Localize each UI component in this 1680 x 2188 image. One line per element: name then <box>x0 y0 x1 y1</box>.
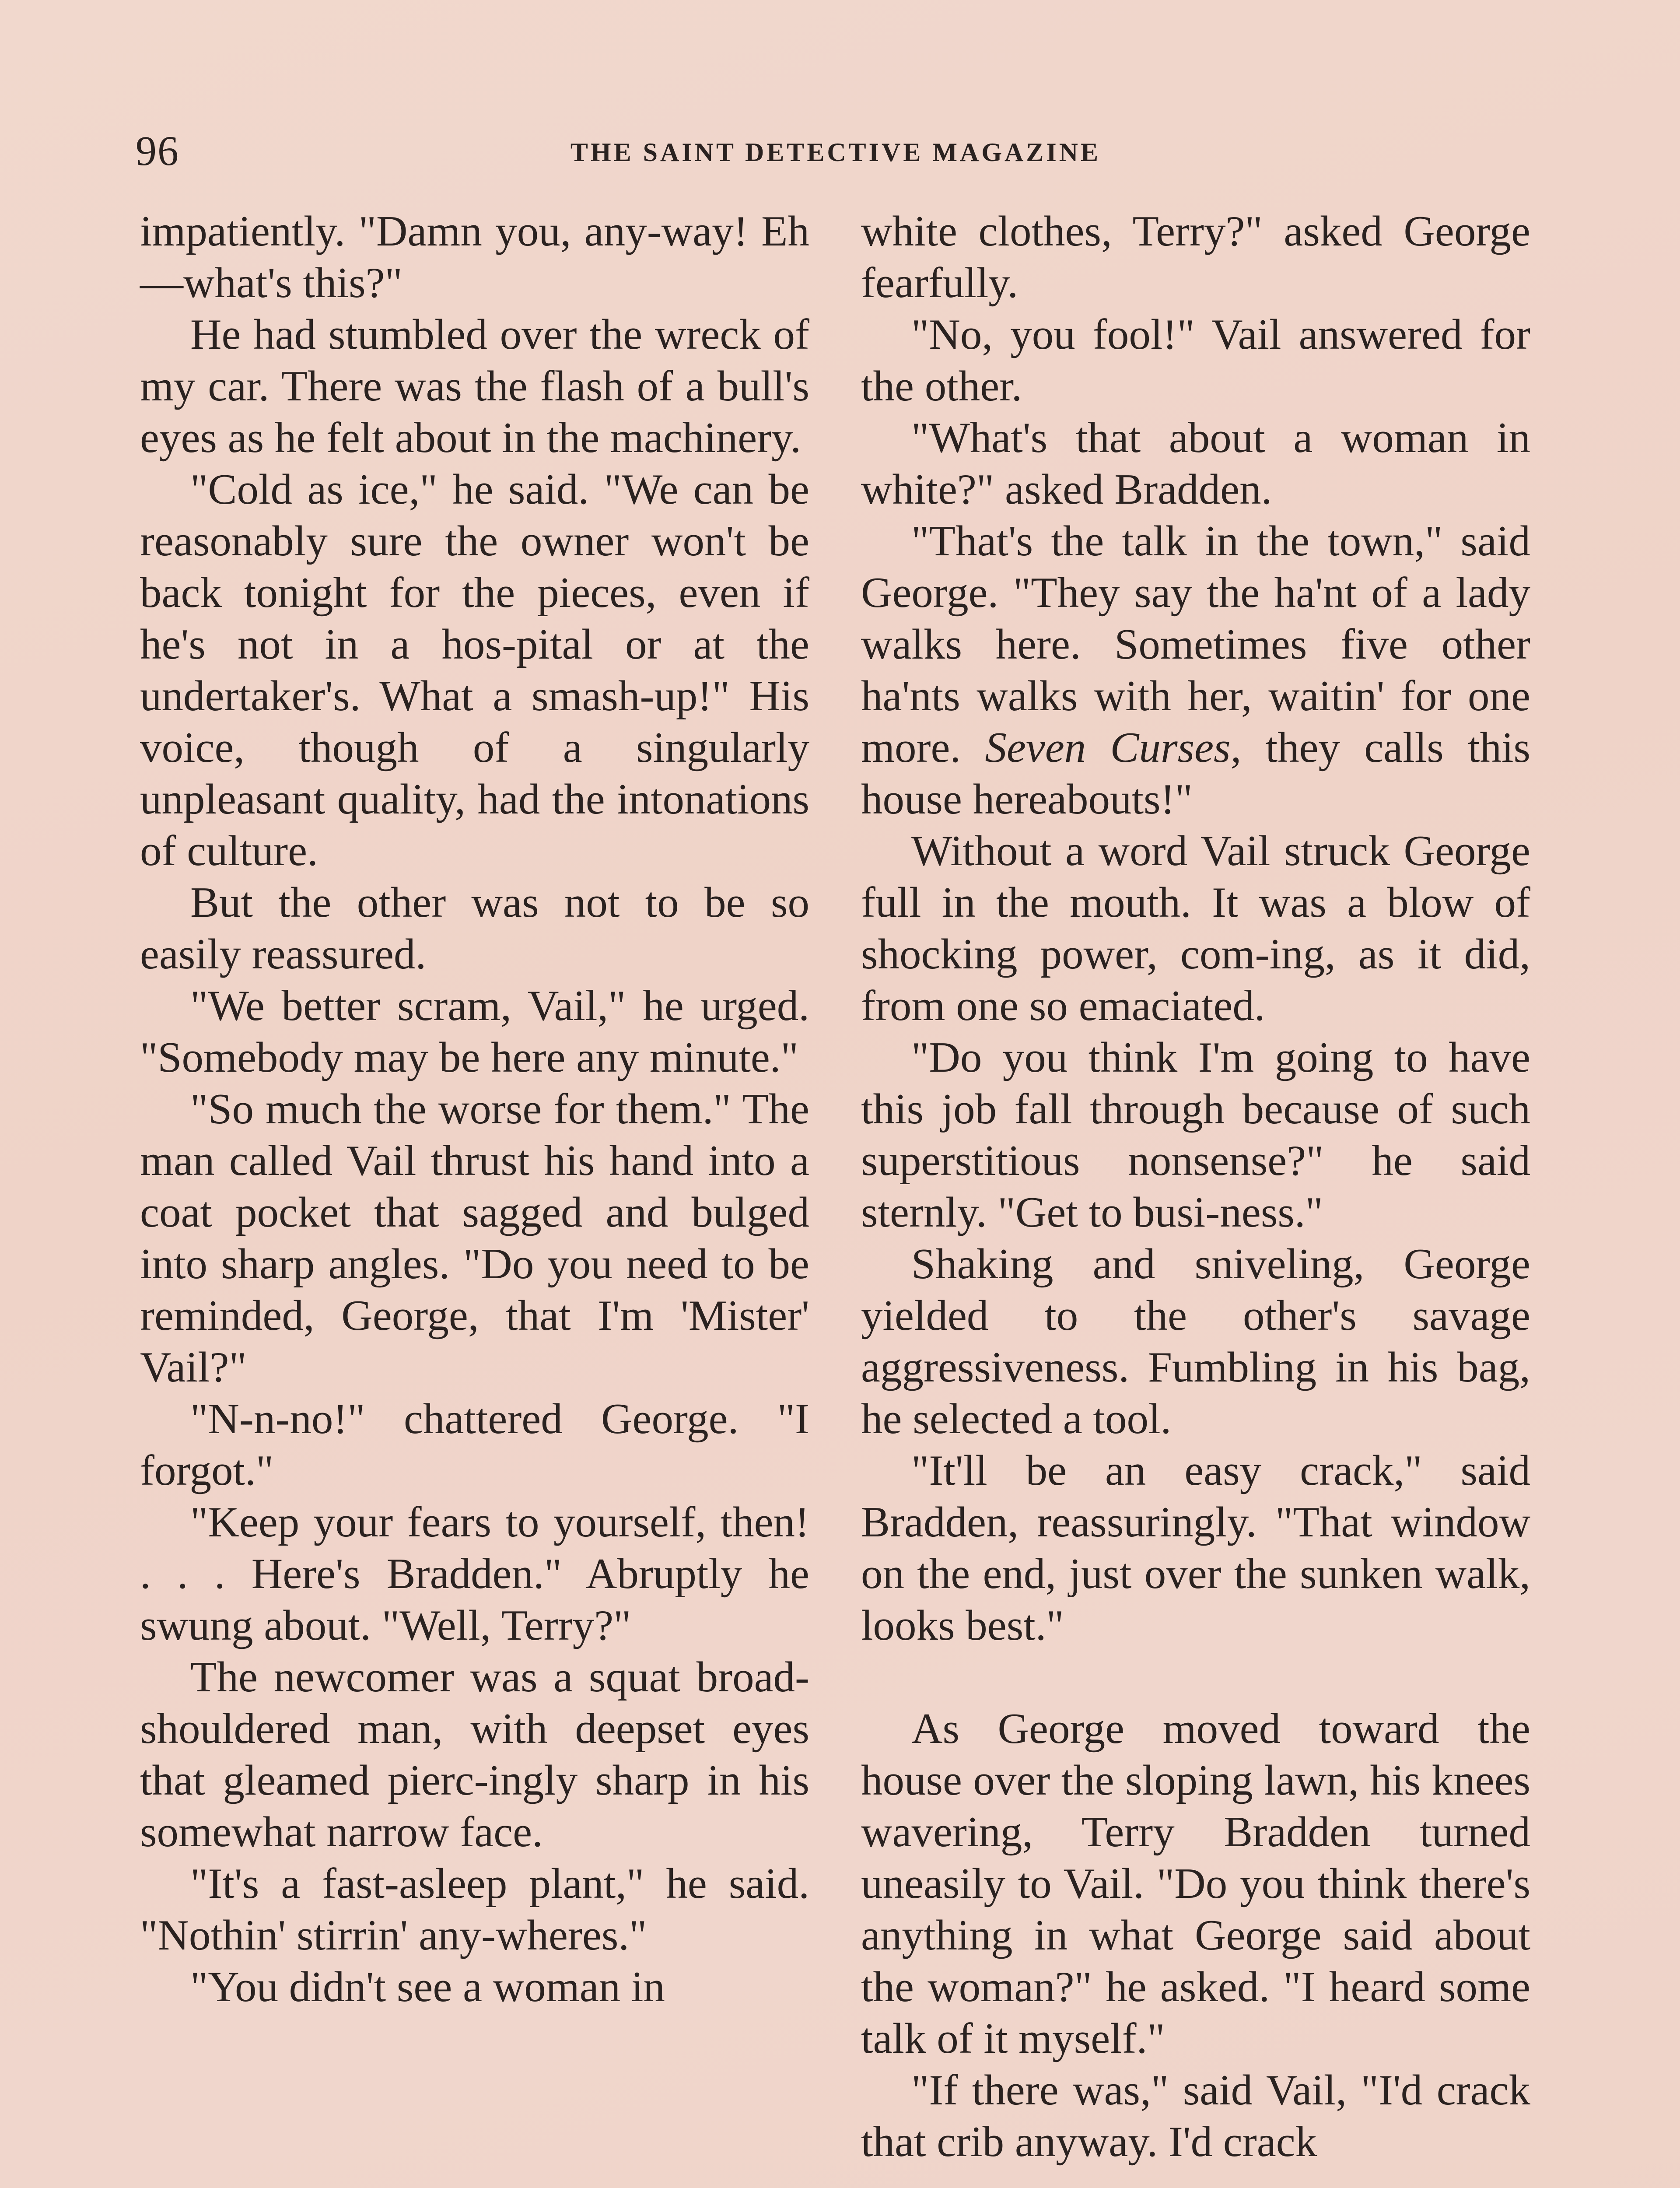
paragraph-text: "That's the talk in the town," said George. "They say the ha'nt of a lady walks here. Sometimes five other ha'nts walks with her, waitin' for one more. <box>861 517 1530 771</box>
italic-title: Seven Curses, <box>985 724 1242 771</box>
right-column <box>861 206 1530 2168</box>
paragraph: "N-n-no!" chattered George. "I forgot." <box>140 1395 809 1494</box>
paragraph-text: they calls this house hereabouts!" <box>861 724 1531 823</box>
paragraph: He had stumbled over the wreck of my car. There was the flash of a bull's eyes as he felt about in the machinery. <box>140 311 809 462</box>
paragraph: "What's that about a woman in white?" asked Bradden. <box>861 414 1530 513</box>
paragraph: "It's a fast-asleep plant," he said. "Nothin' stirrin' any-wheres." <box>140 1860 809 1959</box>
running-head <box>136 127 1536 175</box>
paragraph <box>861 515 1530 825</box>
page-number: 96 <box>136 127 179 174</box>
paragraph: But the other was not to be so easily reassured. <box>140 879 809 978</box>
paragraph: "No, you fool!" Vail answered for the other. <box>861 311 1530 410</box>
paragraph: As George moved toward the house over the sloping lawn, his knees wavering, Terry Bradden turned uneasily to Vail. "Do you think there's anything in what George said about the woman?" he asked. "I heard some talk of it myself." <box>861 1705 1530 2062</box>
paragraph: "You didn't see a woman in <box>190 1963 665 2011</box>
paragraph: Shaking and sniveling, George yielded to the other's savage aggressiveness. Fumbling in his bag, he selected a tool. <box>861 1240 1530 1443</box>
paragraph: "It'll be an easy crack," said Bradden, reassuringly. "That window on the end, just over the sunken walk, looks best." <box>861 1447 1530 1649</box>
paragraph: Without a word Vail struck George full in the mouth. It was a blow of shocking power, com-ing, as it did, from one so emaciated. <box>861 827 1530 1030</box>
left-column <box>140 206 809 2013</box>
paragraph: "So much the worse for them." The man called Vail thrust his hand into a coat pocket that sagged and bulged into sharp angles. "Do you need to be reminded, George, that I'm 'Mister' Vail?" <box>140 1085 809 1391</box>
paragraph: "Do you think I'm going to have this job fall through because of such superstitious nonsense?" he said sternly. "Get to busi-ness." <box>861 1034 1530 1236</box>
paragraph: The newcomer was a squat broad-shouldered man, with deepset eyes that gleamed pierc-ingly sharp in his somewhat narrow face. <box>140 1653 809 1856</box>
paragraph: impatiently. "Damn you, any-way! Eh—what's this?" <box>140 207 809 307</box>
paragraph: "Cold as ice," he said. "We can be reasonably sure the owner won't be back tonight for the pieces, even if he's not in a hos-pital or at the undertaker's. What a smash-up!" His voice, though of a singularly unpleasant quality, had the intonations of culture. <box>140 466 809 875</box>
paragraph: white clothes, Terry?" asked George fearfully. <box>861 207 1530 307</box>
paragraph: "If there was," said Vail, "I'd crack that crib anyway. I'd crack <box>861 2066 1530 2166</box>
magazine-title: THE SAINT DETECTIVE MAGAZINE <box>570 138 1101 167</box>
paragraph: "We better scram, Vail," he urged. "Somebody may be here any minute." <box>140 982 809 1081</box>
paragraph: "Keep your fears to yourself, then! . . . Here's Bradden." Abruptly he swung about. "Well, Terry?" <box>140 1498 809 1649</box>
